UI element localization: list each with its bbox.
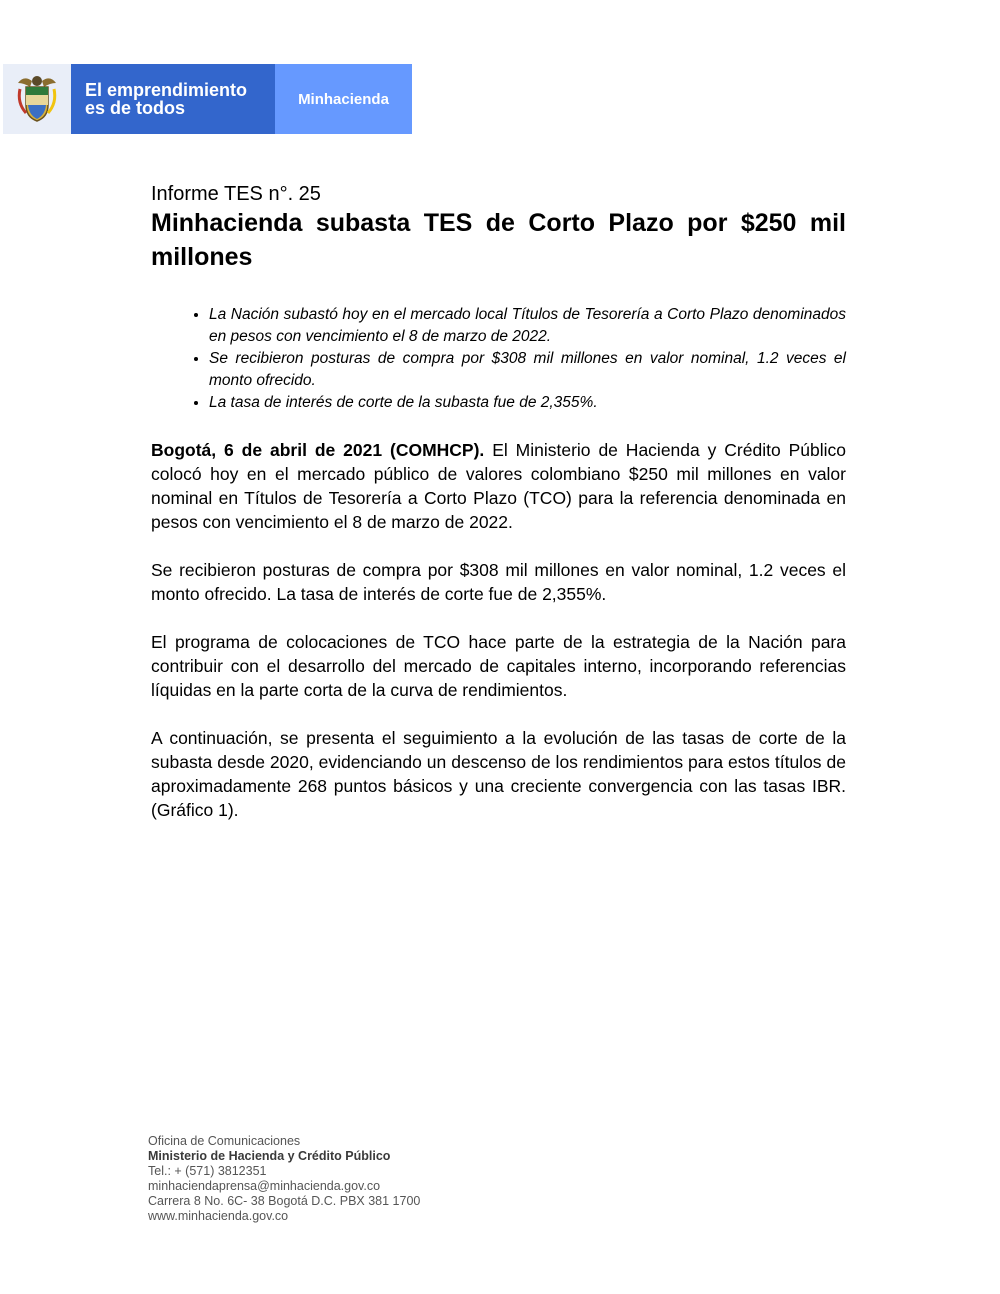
paragraph-4: A continuación, se presenta el seguimiento a la evolución de las tasas de corte de la subasta desde 2020, evidenciando un descenso de los rendimientos para estos títulos de aproximadamente 268 puntos básicos y una creciente convergencia con las tasas IBR. (Gráfico 1). [151, 728, 846, 820]
footer-office: Oficina de Comunicaciones [148, 1134, 301, 1148]
footer-ministry: Ministerio de Hacienda y Crédito Público [148, 1149, 391, 1163]
paragraph-1-text: El Ministerio de Hacienda y Crédito Público colocó hoy en el mercado público de valores colombiano $250 mil millones en valor nominal en Títulos de Tesorería a Corto Plazo (TCO) para la referencia denominada en pesos con vencimiento el 8 de marzo de 2022. [151, 440, 847, 532]
header-banner [3, 64, 412, 134]
highlight-item: • La tasa de interés de corte de la subasta fue de 2,355%. [209, 392, 846, 414]
highlight-item: • Se recibieron posturas de compra por $308 mil millones en valor nominal, 1.2 veces el monto ofrecido. [209, 348, 846, 392]
slogan-line-2: es de todos [85, 98, 186, 118]
document-body [151, 182, 846, 822]
paragraph-2: Se recibieron posturas de compra por $308 mil millones en valor nominal, 1.2 veces el monto ofrecido. La tasa de interés de corte fue de 2,355%. [151, 560, 846, 604]
footer-contact [148, 1134, 420, 1224]
slogan-box [71, 64, 275, 134]
highlights-list [151, 304, 846, 414]
footer-phone: Tel.: + (571) 3812351 [148, 1164, 267, 1178]
slogan-line-1: El emprendimiento [85, 80, 248, 100]
colombia-coat-of-arms-icon [14, 73, 60, 125]
highlight-item: • La Nación subastó hoy en el mercado local Títulos de Tesorería a Corto Plazo denominados en pesos con vencimiento el 8 de marzo de 2022. [209, 304, 846, 348]
paragraph-3: El programa de colocaciones de TCO hace parte de la estrategia de la Nación para contribuir con el desarrollo del mercado de capitales interno, incorporando referencias líquidas en la parte corta de la curva de rendimientos. [151, 632, 846, 700]
brand-box [275, 64, 412, 134]
footer-address: Carrera 8 No. 6C- 38 Bogotá D.C. PBX 381 1700 [148, 1194, 421, 1208]
footer-email[interactable]: minhaciendaprensa@minhacienda.gov.co [148, 1179, 381, 1193]
dateline: Bogotá, 6 de abril de 2021 (COMHCP). [151, 440, 485, 460]
paragraph-1 [151, 438, 846, 534]
crest-box [3, 64, 71, 134]
footer-website[interactable]: www.minhacienda.gov.co [148, 1209, 289, 1223]
brand-name: Minhacienda [298, 90, 389, 108]
report-number: Informe TES n°. 25 [151, 183, 321, 205]
headline: Minhacienda subasta TES de Corto Plazo por $250 mil millones [151, 209, 846, 271]
